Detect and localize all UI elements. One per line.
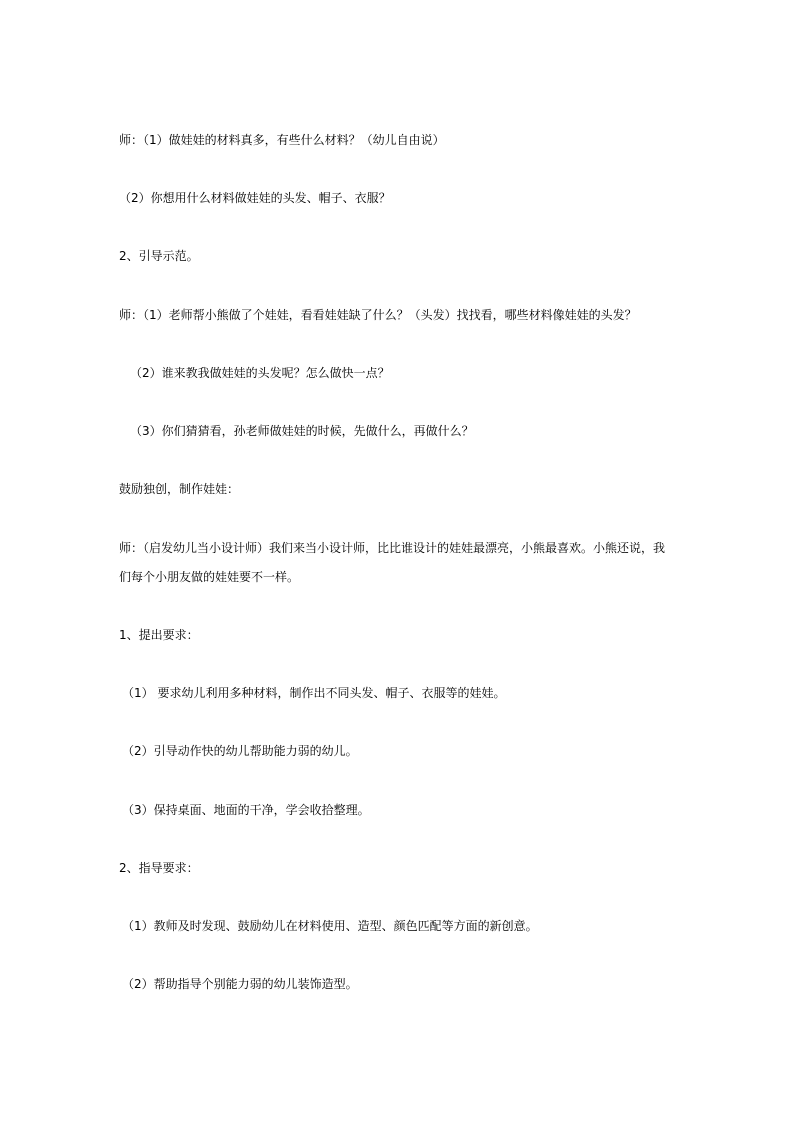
paragraph-designer-line-1: 师：（启发幼儿当小设计师）我们来当小设计师，比比谁设计的娃娃最漂亮，小熊最喜欢。小熊还说，我 [119,541,666,555]
section-heading-guide-demo: 2、引导示范。 [119,249,199,263]
section-heading-guidance: 2、指导要求： [119,861,199,875]
paragraph-demo-2: （2）谁来教我做娃娃的头发呢？怎么做快一点？ [130,366,390,380]
section-heading-make-doll: 鼓励独创，制作娃娃： [119,482,240,496]
paragraph-requirement-2: （2）引导动作快的幼儿帮助能力弱的幼儿。 [122,744,358,758]
paragraph-guidance-2: （2）帮助指导个别能力弱的幼儿装饰造型。 [122,977,358,991]
paragraph-question-2: （2）你想用什么材料做娃娃的头发、帽子、衣服？ [119,191,391,205]
paragraph-requirement-1: （1） 要求幼儿利用多种材料，制作出不同头发、帽子、衣服等的娃娃。 [122,686,506,700]
section-heading-requirements: 1、提出要求： [119,628,199,642]
paragraph-designer-line-2: 们每个小朋友做的娃娃要不一样。 [119,570,300,584]
paragraph-requirement-3: （3）保持桌面、地面的干净，学会收拾整理。 [122,803,370,817]
paragraph-teacher-question-1: 师：（1）做娃娃的材料真多，有些什么材料？（幼儿自由说） [119,133,445,147]
paragraph-teacher-demo-1: 师：（1）老师帮小熊做了个娃娃，看看娃娃缺了什么？（头发）找找看，哪些材料像娃娃的头发？ [119,308,637,322]
paragraph-guidance-1: （1）教师及时发现、鼓励幼儿在材料使用、造型、颜色匹配等方面的新创意。 [122,919,538,933]
paragraph-demo-3: （3）你们猜猜看，孙老师做娃娃的时候，先做什么，再做什么？ [130,424,474,438]
